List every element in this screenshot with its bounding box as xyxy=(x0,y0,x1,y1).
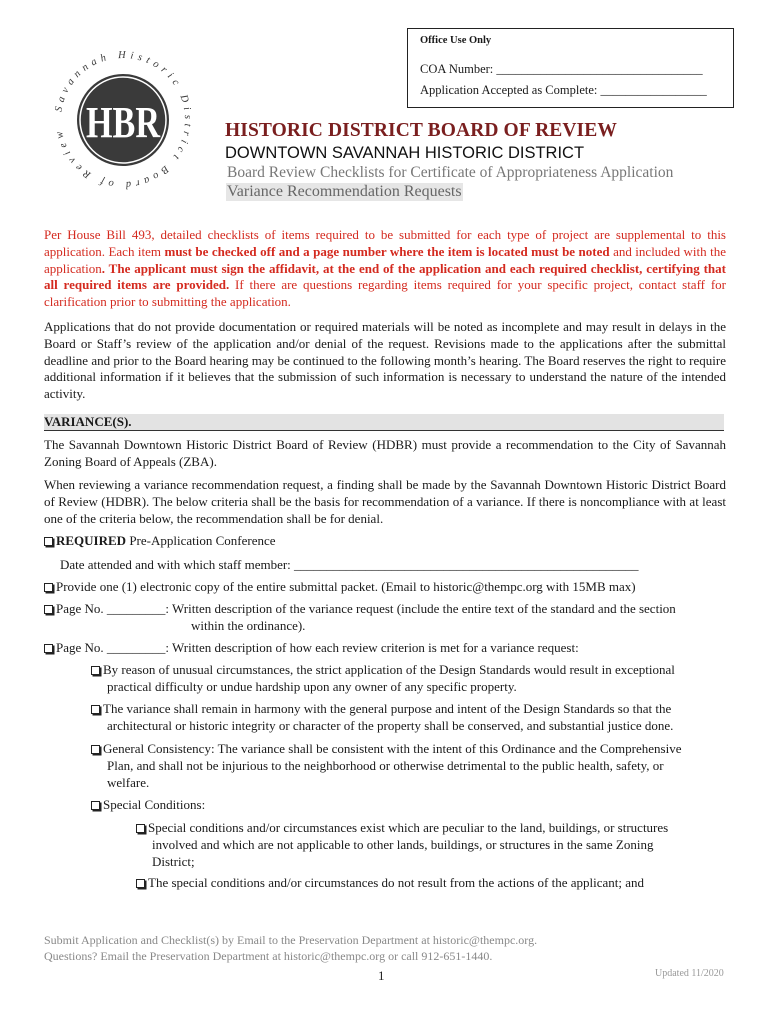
electronic-copy-text: Provide one (1) electronic copy of the entire submittal packet. (Email to historic@thempc.org with 15MB max) xyxy=(56,579,636,594)
footer-submit-line: Submit Application and Checklist(s) by Email to the Preservation Department at historic@thempc.org. xyxy=(44,933,538,947)
written-description-cont: within the ordinance). xyxy=(191,618,306,633)
criterion-text: Special Conditions: xyxy=(103,797,206,812)
checkbox[interactable] xyxy=(91,666,100,675)
variance-heading-text: VARIANCE(S). xyxy=(44,414,132,429)
criterion-text-cont: practical difficulty or undue hardship upon any owner of any specific property. xyxy=(107,679,517,694)
criterion-general-consistency xyxy=(91,741,681,758)
written-description-text: : Written description of the variance request (include the entire text of the standard and the section xyxy=(165,601,676,616)
incomplete-notice: Applications that do not provide documentation or required materials will be noted as incomplete and may result in delays in the Board or Staff’s review of the application and/or denial of the request. Revisions made to the applications after the submittal deadline and prior to the Board hearing may be continued to the following month’s hearing. The Board reserves the right to require additional information if it believes that the submission of such information is necessary to understand the nature of the intended activity. xyxy=(44,319,726,402)
coa-number-line xyxy=(420,62,703,77)
date-attended-label: Date attended and with which staff member: xyxy=(60,557,295,572)
district-subtitle: DOWNTOWN SAVANNAH HISTORIC DISTRICT xyxy=(225,144,585,162)
criterion-text-cont: Plan, and shall not be injurious to the neighborhood or otherwise detrimental to the public health, safety, or xyxy=(107,758,664,773)
checklist-title: Board Review Checklists for Certificate of Appropriateness Application xyxy=(227,164,674,181)
seal-letters: HBR xyxy=(86,98,161,147)
coa-number-field[interactable]: _________________________________ xyxy=(496,62,703,76)
checkbox[interactable] xyxy=(91,745,100,754)
subcriterion-text-cont: involved and which are not applicable to other lands, buildings, or structures in the same Zoning xyxy=(152,837,654,852)
criterion-text-cont: welfare. xyxy=(107,775,150,790)
review-criterion-text: : Written description of how each review criterion is met for a variance request: xyxy=(165,640,579,655)
review-criterion-item xyxy=(44,640,579,657)
footer-questions-line: Questions? Email the Preservation Department at historic@thempc.org or call 912-651-1440. xyxy=(44,949,493,963)
page-title: HISTORIC DISTRICT BOARD OF REVIEW xyxy=(225,120,617,141)
application-accepted-line xyxy=(420,83,707,98)
request-type-title: Variance Recommendation Requests xyxy=(227,183,462,200)
subcriterion-text-cont: District; xyxy=(152,854,195,869)
intro-part1: Per House Bill 493, detailed checklists of items required to be submitted for each type of project are supplemental to this application. Each item xyxy=(44,227,726,259)
required-label: REQUIRED xyxy=(56,533,127,548)
checkbox[interactable] xyxy=(44,583,53,592)
checkbox[interactable] xyxy=(91,705,100,714)
criterion-text: By reason of unusual circumstances, the strict application of the Design Standards would result in exceptional xyxy=(103,662,675,677)
intro-part3: If there are questions regarding items required for your specific project, contact staff for clarification prior to submitting the application. xyxy=(44,277,726,310)
required-text: Pre-Application Conference xyxy=(126,533,276,548)
intro-part2: and included with the application xyxy=(44,243,727,276)
electronic-copy-item xyxy=(44,579,636,596)
checkbox[interactable] xyxy=(44,537,53,546)
section-para-1: The Savannah Downtown Historic District Board of Review (HDBR) must provide a recommendation to the City of Savannah Zoning Board of Appeals (ZBA). xyxy=(44,437,726,469)
date-attended-line xyxy=(60,557,639,574)
criterion-harmony xyxy=(91,701,671,718)
updated-date: Updated 11/2020 xyxy=(655,968,724,979)
criterion-text-cont: architectural or historic integrity or character of the property shall be conserved, and substantial justice done. xyxy=(107,718,674,733)
written-description-item xyxy=(44,601,676,618)
coa-number-label: COA Number: xyxy=(420,62,497,76)
checkbox[interactable] xyxy=(136,824,145,833)
section-para-2: When reviewing a variance recommendation request, a finding shall be made by the Savannah Downtown Historic District Board of Review (HDBR). The below criteria shall be the basis for recommendation of a variance. If there is noncompliance with at least one of the criteria below, the recommendation shall be for denial. xyxy=(44,477,726,526)
subcriterion-text: Special conditions and/or circumstances exist which are peculiar to the land, buildings, or structures xyxy=(148,820,669,835)
page-no-field[interactable]: Page No. _________ xyxy=(56,640,166,655)
office-use-box xyxy=(407,28,734,108)
application-accepted-label: Application Accepted as Complete: xyxy=(420,83,601,97)
variance-section-heading xyxy=(44,414,724,431)
seal-ring-text: Savannah Historic District Board of Review xyxy=(53,49,194,190)
hbr-seal-logo xyxy=(48,45,198,195)
criterion-text: General Consistency: The variance shall be consistent with the intent of this Ordinance and the Comprehensive xyxy=(103,741,682,756)
page-no-field[interactable]: Page No. _________ xyxy=(56,601,166,616)
intro-notice xyxy=(44,227,726,311)
criterion-special-conditions xyxy=(91,797,205,814)
subcriterion-peculiar xyxy=(136,820,668,837)
subcriterion-not-applicant xyxy=(136,875,644,892)
criterion-unusual-circumstances xyxy=(91,662,675,679)
subcriterion-text: The special conditions and/or circumstances do not result from the actions of the applicant; and xyxy=(148,875,645,890)
page-number: 1 xyxy=(378,968,385,983)
office-use-title: Office Use Only xyxy=(420,35,492,46)
checkbox[interactable] xyxy=(44,605,53,614)
intro-bold1: must be checked off and a page number where the item is located must be noted xyxy=(164,243,610,259)
checkbox[interactable] xyxy=(91,801,100,810)
checkbox[interactable] xyxy=(136,879,145,888)
application-accepted-field[interactable]: _________________ xyxy=(600,83,707,97)
intro-bold2: . The applicant must sign the affidavit, at the end of the application and each required checklist, certifying that all required items are provided. xyxy=(44,260,726,293)
date-attended-field[interactable]: _____________________________________________________ xyxy=(294,557,639,572)
checkbox[interactable] xyxy=(44,644,53,653)
required-preapp-item xyxy=(44,533,276,550)
criterion-text: The variance shall remain in harmony with the general purpose and intent of the Design Standards so that the xyxy=(103,701,672,716)
